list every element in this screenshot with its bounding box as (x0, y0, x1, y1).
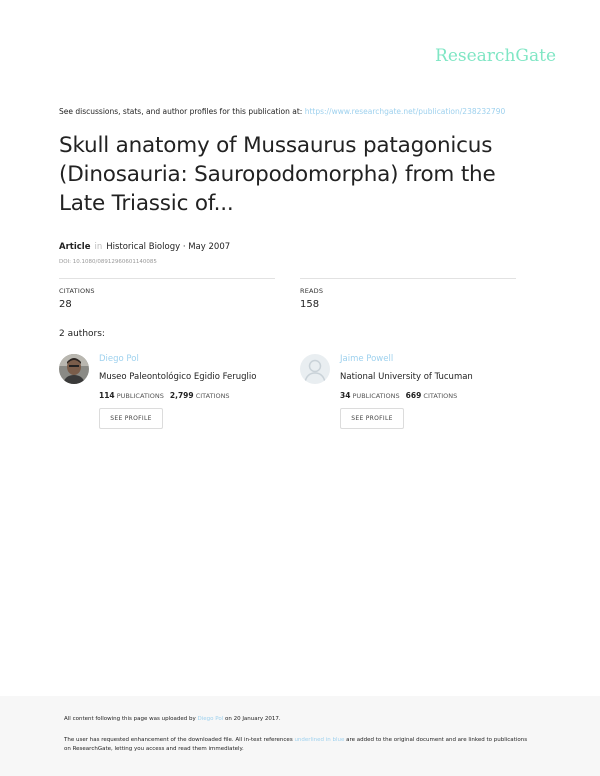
doi-text: DOI: 10.1080/08912960601140085 (59, 259, 157, 265)
underlined-blue-link[interactable]: underlined in blue (294, 737, 345, 743)
enhancement-notice (64, 736, 534, 754)
author-citations-label: CITATIONS (195, 392, 230, 400)
publication-meta (59, 242, 230, 252)
author-institution: Museo Paleontológico Egidio Feruglio (99, 372, 257, 382)
uploader-link[interactable]: Diego Pol (197, 716, 224, 722)
footer (0, 696, 600, 776)
author-citations-label: CITATIONS (423, 392, 458, 400)
researchgate-logo[interactable]: ResearchGate (435, 46, 556, 66)
publication-url-link[interactable]: https://www.researchgate.net/publication/238232790 (304, 107, 506, 116)
see-profile-button[interactable]: SEE PROFILE (99, 408, 163, 429)
authors-heading: 2 authors: (59, 329, 105, 339)
see-profile-button[interactable]: SEE PROFILE (340, 408, 404, 429)
enhancement-text-end: are added to the original document and are linked to publications on ResearchGate, letting you access and read them immediately. (64, 737, 528, 752)
author-stats (340, 391, 457, 400)
enhancement-text: The user has requested enhancement of the downloaded file. All in-text references (64, 737, 295, 743)
publications-label: PUBLICATIONS (352, 392, 400, 400)
author-stats (99, 391, 230, 400)
upload-text: All content following this page was uploaded by (64, 716, 198, 722)
reads-divider (300, 278, 516, 279)
citations-divider (59, 278, 275, 279)
reads-label: READS (300, 287, 324, 295)
publications-count: 34 (340, 391, 351, 400)
discussion-text: See discussions, stats, and author profiles for this publication at: (59, 107, 305, 116)
discussion-notice (59, 107, 505, 116)
citations-label: CITATIONS (59, 287, 95, 295)
author-photo-icon (59, 354, 89, 384)
reads-count: 158 (300, 299, 320, 310)
in-label: in (94, 242, 103, 252)
author-avatar[interactable] (300, 354, 330, 384)
author-institution: National University of Tucuman (340, 372, 473, 382)
publications-label: PUBLICATIONS (116, 392, 164, 400)
publication-type: Article (59, 242, 91, 252)
upload-notice (64, 716, 281, 722)
author-citations-count: 2,799 (169, 391, 194, 400)
publications-count: 114 (99, 391, 115, 400)
default-user-icon (300, 354, 330, 384)
paper-title: Skull anatomy of Mussaurus patagonicus (Dinosauria: Sauropodomorpha) from the Late Triassic of... (59, 133, 496, 216)
author-avatar[interactable] (59, 354, 89, 384)
author-name-link[interactable]: Diego Pol (99, 354, 139, 364)
author-citations-count: 669 (405, 391, 422, 400)
journal-date: Historical Biology · May 2007 (106, 242, 231, 252)
author-name-link[interactable]: Jaime Powell (340, 354, 394, 364)
upload-date: on 20 January 2017. (223, 716, 281, 722)
citations-count: 28 (59, 299, 72, 310)
